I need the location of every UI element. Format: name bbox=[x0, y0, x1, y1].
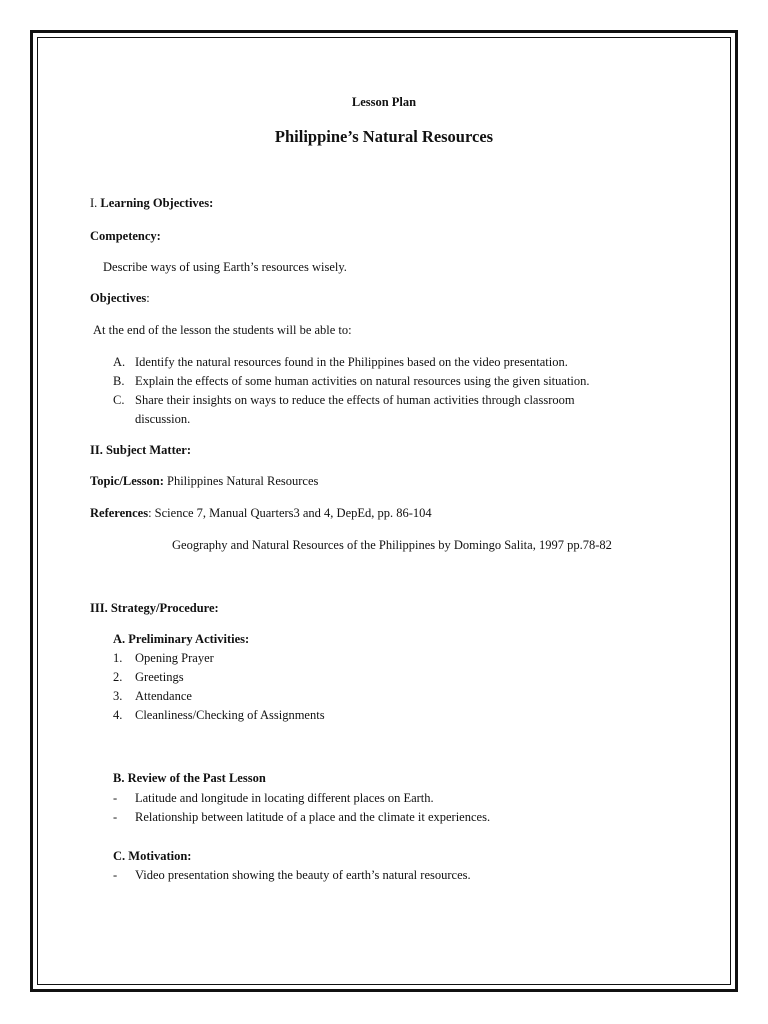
objective-c-text-line-2: discussion. bbox=[135, 412, 191, 426]
document-title: Philippine’s Natural Resources bbox=[274, 127, 494, 146]
topic-label: Topic/Lesson: bbox=[90, 474, 164, 488]
section-strategy-procedure: III. Strategy/Procedure: bbox=[90, 601, 219, 615]
list-marker: - bbox=[113, 810, 118, 824]
list-marker: - bbox=[113, 791, 118, 805]
list-marker: 4. bbox=[113, 708, 123, 722]
objective-a-text: Identify the natural resources found in the Philippines based on the video presentation. bbox=[135, 355, 568, 369]
topic-text: Philippines Natural Resources bbox=[167, 474, 319, 488]
objective-b-text: Explain the effects of some human activities on natural resources using the given situation. bbox=[135, 374, 590, 388]
objectives-intro: At the end of the lesson the students will be able to: bbox=[93, 323, 352, 337]
objectives-suffix: : bbox=[146, 291, 150, 305]
list-item: Video presentation showing the beauty of earth’s natural resources. bbox=[135, 868, 471, 882]
list-item: Greetings bbox=[135, 670, 184, 684]
objective-marker-a: A. bbox=[113, 355, 126, 369]
list-item: Relationship between latitude of a place and the climate it experiences. bbox=[135, 810, 491, 824]
review-heading: B. Review of the Past Lesson bbox=[113, 771, 266, 785]
section-learning-objectives bbox=[90, 195, 213, 211]
objective-c-text-line-1: Share their insights on ways to reduce the effects of human activities through classroom bbox=[135, 393, 575, 407]
objectives-label: Objectives bbox=[90, 291, 147, 305]
topic-line bbox=[90, 473, 318, 489]
objective-marker-c: C. bbox=[113, 393, 125, 407]
section-subject-matter: II. Subject Matter: bbox=[90, 443, 192, 457]
list-item: Cleanliness/Checking of Assignments bbox=[135, 708, 325, 722]
document-heading: Lesson Plan bbox=[351, 95, 417, 109]
references-label: References bbox=[90, 506, 149, 520]
list-item: Opening Prayer bbox=[135, 651, 214, 665]
competency-label: Competency: bbox=[90, 229, 161, 243]
list-item: Attendance bbox=[135, 689, 192, 703]
list-marker: - bbox=[113, 868, 118, 882]
section-numeral: I. bbox=[90, 196, 98, 210]
section-label: Learning Objectives: bbox=[100, 196, 214, 210]
list-marker: 3. bbox=[113, 689, 123, 703]
references-line bbox=[90, 505, 432, 521]
list-item: Latitude and longitude in locating different places on Earth. bbox=[135, 791, 434, 805]
preliminary-heading: A. Preliminary Activities: bbox=[113, 632, 250, 646]
objectives-label-line bbox=[90, 290, 150, 306]
references-text-2: Geography and Natural Resources of the Philippines by Domingo Salita, 1997 pp.78-82 bbox=[172, 538, 612, 552]
references-text: : Science 7, Manual Quarters3 and 4, DepEd, pp. 86-104 bbox=[148, 506, 432, 520]
objective-marker-b: B. bbox=[113, 374, 125, 388]
list-marker: 1. bbox=[113, 651, 123, 665]
list-marker: 2. bbox=[113, 670, 123, 684]
motivation-heading: C. Motivation: bbox=[113, 849, 192, 863]
competency-text: Describe ways of using Earth’s resources wisely. bbox=[103, 260, 347, 274]
